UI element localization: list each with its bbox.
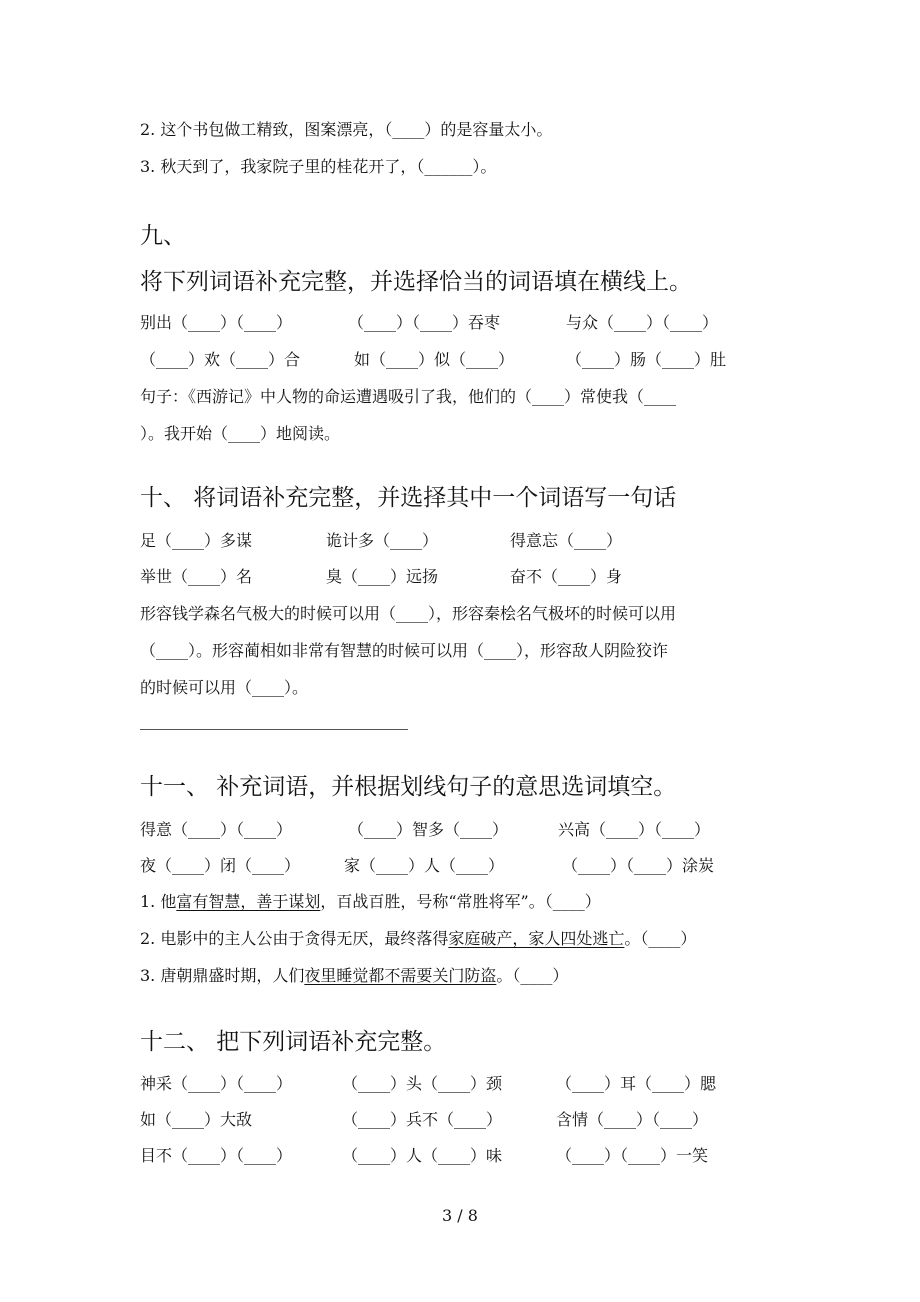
section-9-title: 将下列词语补充完整，并选择恰当的词语填在横线上。: [140, 269, 692, 295]
word-blank: 如（____）似（____）: [354, 350, 515, 369]
section-10-line-3: 的时候可以用（____）。: [140, 678, 309, 697]
section-11-sentence-1: [140, 892, 601, 912]
word-blank: （____）头（____）颈: [342, 1074, 503, 1093]
word-blank: 诡计多（____）: [326, 531, 439, 550]
question-8-2: 2. 这个书包做工精致，图案漂亮，（____）的是容量太小。: [140, 120, 553, 139]
word-blank: 别出（____）（____）: [140, 313, 293, 332]
word-blank: 奋不（____）身: [510, 567, 623, 586]
word-blank: （____）智多（____）: [348, 820, 509, 839]
section-9-number: 九、: [140, 223, 186, 249]
section-11-sentence-3: [140, 966, 568, 986]
sentence-suffix: 。（____）: [624, 929, 697, 948]
sentence-prefix: 2. 电影中的主人公由于贪得无厌，最终落得: [140, 929, 449, 948]
word-blank: （____）（____）吞枣: [348, 313, 501, 332]
word-blank: （____）肠（____）肚: [566, 350, 727, 369]
sentence-prefix: 1. 他: [140, 892, 177, 911]
word-blank: 得意（____）（____）: [140, 820, 293, 839]
word-blank: 目不（____）（____）: [140, 1146, 293, 1165]
page-number: 3 / 8: [442, 1206, 478, 1225]
section-10-line-2: （____）。形容蔺相如非常有智慧的时候可以用（____），形容敌人阴险狡诈: [140, 641, 669, 660]
word-blank: 足（____）多谋: [140, 531, 253, 550]
section-11-sentence-2: [140, 929, 696, 949]
word-blank: 举世（____）名: [140, 567, 253, 586]
word-blank: （____）人（____）味: [342, 1146, 503, 1165]
word-blank: 家（____）人（____）: [344, 856, 505, 875]
word-blank: 夜（____）闭（____）: [140, 856, 301, 875]
word-blank: （____）耳（____）腮: [556, 1074, 717, 1093]
section-9-sentence-line-2: ）。我开始（____）地阅读。: [140, 424, 341, 443]
underlined-phrase: 富有智慧，善于谋划: [176, 892, 321, 911]
answer-line: [140, 729, 408, 730]
section-12-heading: 十二、 把下列词语补充完整。: [140, 1029, 447, 1055]
word-blank: （____）（____）一笑: [556, 1146, 709, 1165]
word-blank: 兴高（____）（____）: [558, 820, 711, 839]
section-10-heading: 十、 将词语补充完整，并选择其中一个词语写一句话: [140, 485, 677, 511]
word-blank: 与众（____）（____）: [566, 313, 719, 332]
question-8-3: 3. 秋天到了，我家院子里的桂花开了，（______）。: [140, 157, 497, 176]
word-blank: 含情（____）（____）: [556, 1110, 709, 1129]
section-10-line-1: 形容钱学森名气极大的时候可以用（____），形容秦桧名气极坏的时候可以用: [140, 604, 677, 623]
underlined-phrase: 夜里睡觉都不需要关门防盗: [304, 966, 497, 985]
section-9-sentence-line-1: 句子：《西游记》中人物的命运遭遇吸引了我，他们的（____）常使我（____: [140, 387, 677, 406]
sentence-suffix: ，百战百胜，号称“常胜将军”。（____）: [320, 892, 601, 911]
sentence-prefix: 3. 唐朝鼎盛时期，人们: [140, 966, 305, 985]
underlined-phrase: 家庭破产，家人四处逃亡: [448, 929, 625, 948]
word-blank: （____）欢（____）合: [140, 350, 301, 369]
sentence-suffix: 。（____）: [496, 966, 569, 985]
word-blank: （____）（____）涂炭: [562, 856, 715, 875]
word-blank: 如（____）大敌: [140, 1110, 253, 1129]
word-blank: （____）兵不（____）: [342, 1110, 503, 1129]
word-blank: 臭（____）远扬: [326, 567, 439, 586]
word-blank: 神采（____）（____）: [140, 1074, 293, 1093]
section-11-heading: 十一、 补充词语，并根据划线句子的意思选词填空。: [140, 774, 677, 800]
word-blank: 得意忘（____）: [510, 531, 623, 550]
